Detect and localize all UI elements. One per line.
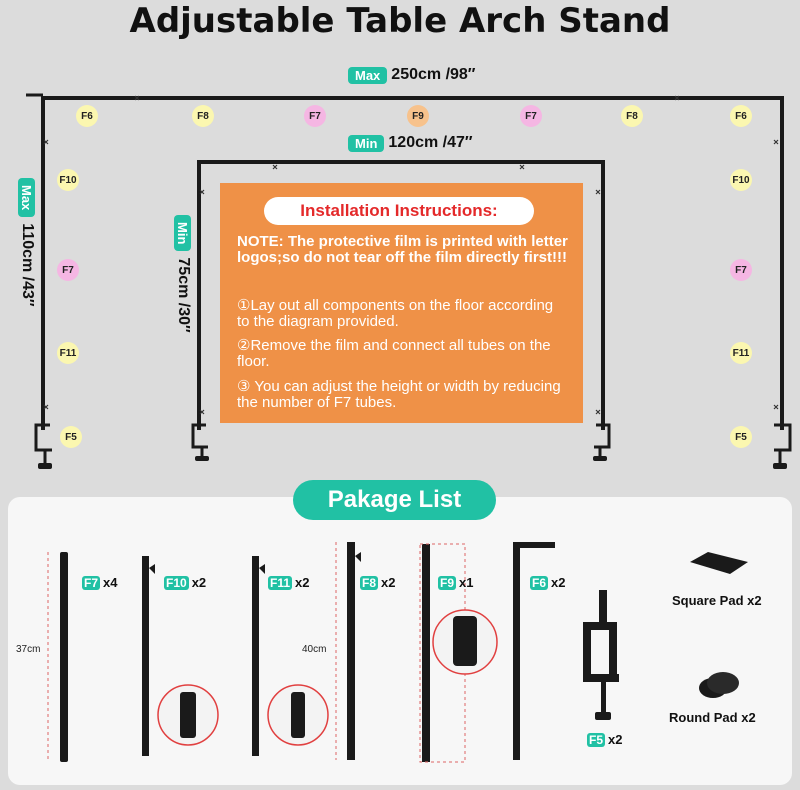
min-width-tag: Min bbox=[348, 135, 384, 152]
pkg-item-f6-code: F6 bbox=[532, 575, 547, 590]
pkg-item-f10 bbox=[164, 575, 206, 590]
marker-top-2: F8 bbox=[192, 105, 214, 127]
pkg-item-f8 bbox=[360, 575, 395, 590]
min-height-tag: Min bbox=[175, 215, 192, 251]
min-height-value: 75cm /30″ bbox=[175, 257, 192, 333]
min-height-label bbox=[162, 215, 192, 355]
min-width-value: 120cm /47″ bbox=[388, 134, 473, 151]
max-width-label bbox=[348, 66, 475, 84]
marker-top-3: F7 bbox=[304, 105, 326, 127]
max-height-tag: Max bbox=[19, 178, 36, 217]
max-width-value: 250cm /98″ bbox=[391, 66, 476, 83]
pkg-item-f11-qty: x2 bbox=[295, 575, 310, 590]
measure-37cm: 37cm bbox=[16, 644, 41, 655]
tubes-illustration bbox=[0, 530, 800, 790]
max-width-tag: Max bbox=[348, 67, 387, 84]
pkg-item-f5-qty: x2 bbox=[608, 732, 623, 747]
page-title: Adjustable Table Arch Stand bbox=[129, 1, 671, 41]
square-pad-label: Square Pad x2 bbox=[672, 593, 762, 608]
pkg-item-f10-qty: x2 bbox=[191, 575, 207, 590]
marker-right-2: F7 bbox=[730, 259, 752, 281]
pkg-item-f9 bbox=[438, 575, 473, 590]
marker-left-1: F10 bbox=[57, 169, 79, 191]
pkg-item-f8-code: F8 bbox=[362, 575, 377, 590]
marker-left-3: F11 bbox=[57, 342, 79, 364]
measure-40cm: 40cm bbox=[302, 644, 327, 655]
instructions-heading: Installation Instructions: bbox=[264, 197, 534, 225]
marker-top-6: F8 bbox=[621, 105, 643, 127]
pkg-item-f9-qty: x1 bbox=[459, 575, 474, 590]
pkg-item-f7-code: F7 bbox=[84, 575, 99, 590]
marker-top-4: F9 bbox=[407, 105, 429, 127]
pkg-item-f5-code: F5 bbox=[589, 732, 604, 747]
marker-top-7: F6 bbox=[730, 105, 752, 127]
pkg-item-f11 bbox=[268, 575, 309, 590]
marker-top-1: F6 bbox=[76, 105, 98, 127]
pkg-item-f6-qty: x2 bbox=[551, 575, 566, 590]
max-height-value: 110cm /43″ bbox=[19, 223, 36, 307]
max-height-label bbox=[6, 178, 36, 328]
marker-left-4: F5 bbox=[60, 426, 82, 448]
pkg-item-f7-qty: x4 bbox=[103, 575, 118, 590]
instructions-step-1: ①Lay out all components on the floor according to the diagram provided. bbox=[237, 297, 554, 330]
package-list-title: Pakage List bbox=[293, 480, 496, 520]
marker-right-1: F10 bbox=[730, 169, 752, 191]
pkg-item-f5 bbox=[587, 732, 622, 747]
marker-right-4: F5 bbox=[730, 426, 752, 448]
pkg-item-f7 bbox=[82, 575, 117, 590]
marker-left-2: F7 bbox=[57, 259, 79, 281]
pkg-item-f8-qty: x2 bbox=[381, 575, 396, 590]
instructions-step-3: ③ You can adjust the height or width by reducing the number of F7 tubes. bbox=[237, 378, 561, 411]
pkg-item-f6 bbox=[530, 575, 565, 590]
marker-right-3: F11 bbox=[730, 342, 752, 364]
min-width-label bbox=[348, 134, 473, 152]
instructions-note: NOTE: The protective film is printed with letter logos;so do not tear off the film directly first!!! bbox=[237, 233, 568, 266]
marker-top-5: F7 bbox=[520, 105, 542, 127]
pkg-item-f10-code: F10 bbox=[166, 575, 187, 590]
instructions-step-2: ②Remove the film and connect all tubes on the floor. bbox=[237, 337, 551, 370]
pkg-item-f11-code: F11 bbox=[270, 575, 291, 590]
round-pad-label: Round Pad x2 bbox=[669, 710, 756, 725]
pkg-item-f9-code: F9 bbox=[440, 575, 455, 590]
